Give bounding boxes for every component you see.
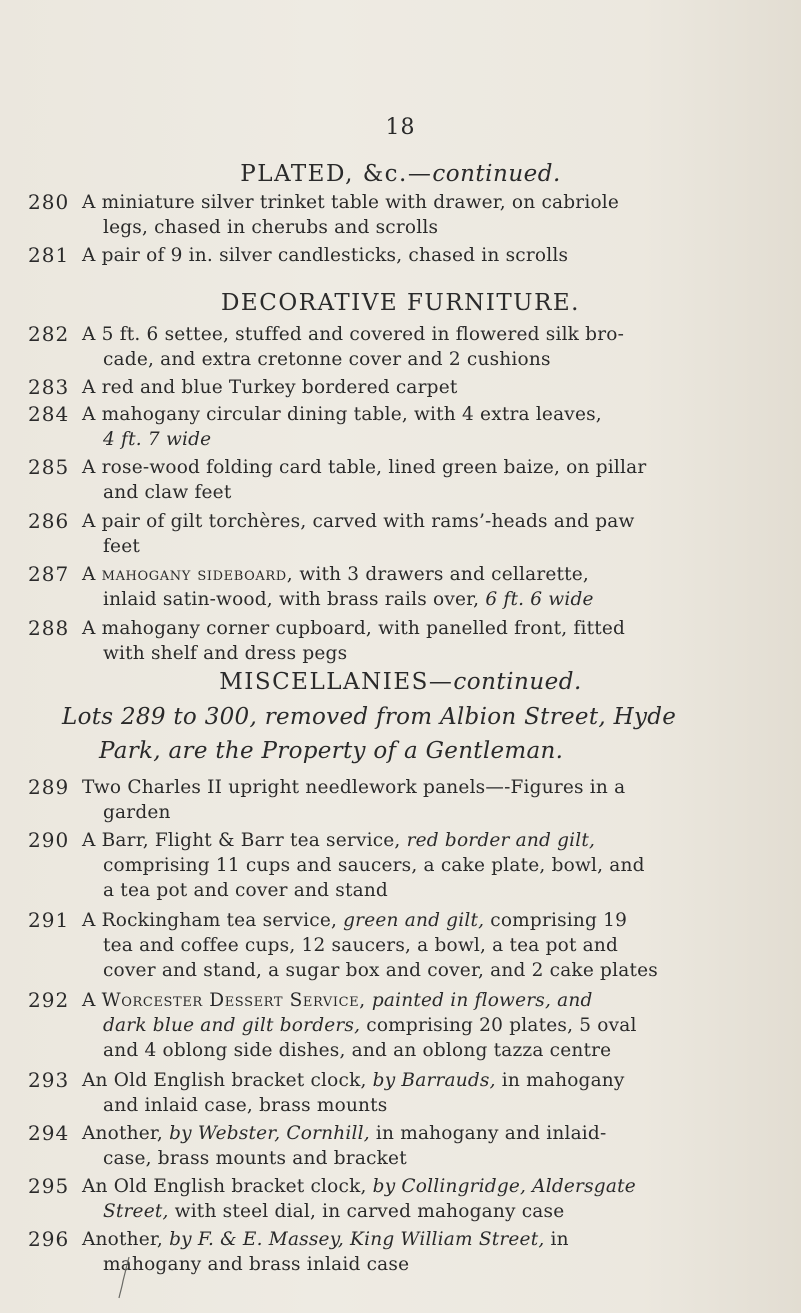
- lot-description-cont: and 4 oblong side dishes, and an oblong tazza centre: [103, 1040, 612, 1061]
- lot-description-cont: tea and coffee cups, 12 saucers, a bowl, a tea pot and: [103, 935, 619, 956]
- section-heading-furniture: DECORATIVE FURNITURE.: [220, 290, 580, 316]
- lot-number: 295: [28, 1174, 70, 1198]
- lot-description-cont: 4 ft. 7 wide: [103, 429, 212, 450]
- heading-plated-main: PLATED, &c.—: [240, 161, 433, 187]
- lot-294: [0, 1121, 801, 1171]
- lot-description: A Rockingham tea service, green and gilt, comprising 19: [82, 910, 628, 931]
- lot-number: 296: [28, 1227, 70, 1251]
- section-heading-misc: [0, 668, 801, 696]
- lot-number: 282: [28, 322, 70, 346]
- lot-description: A Barr, Flight & Barr tea service, red border and gilt,: [82, 830, 596, 851]
- lot-description-cont: with shelf and dress pegs: [103, 643, 348, 664]
- provenance-note: [62, 700, 762, 768]
- lot-description-cont: cade, and extra cretonne cover and 2 cushions: [103, 349, 551, 370]
- lot-number: 290: [28, 828, 70, 852]
- lot-number: 289: [28, 775, 70, 799]
- lot-description-cont: and claw feet: [103, 482, 232, 503]
- lot-286: [0, 509, 801, 559]
- lot-description: An Old English bracket clock, by Collingridge, Aldersgate: [82, 1176, 636, 1197]
- lot-description: A pair of gilt torchères, carved with rams’-heads and paw: [82, 511, 635, 532]
- pencil-mark: [117, 1255, 137, 1300]
- lot-description: A miniature silver trinket table with drawer, on cabriole: [82, 192, 620, 213]
- lot-number: 286: [28, 509, 70, 533]
- lot-description-cont: case, brass mounts and bracket: [103, 1148, 407, 1169]
- lot-description-cont: cover and stand, a sugar box and cover, and 2 cake plates: [103, 960, 658, 981]
- lot-description: Another, by Webster, Cornhill, in mahogany and inlaid-: [82, 1123, 607, 1144]
- lot-293: [0, 1068, 801, 1118]
- lot-287: [0, 562, 801, 612]
- lot-description: Two Charles II upright needlework panels—-Figures in a: [82, 777, 626, 798]
- provenance-note-line2: Park, are the Property of a Gentleman.: [99, 738, 564, 764]
- lot-number: 281: [28, 243, 70, 267]
- lot-280: [0, 190, 801, 240]
- lot-description-cont: Street, with steel dial, in carved mahogany case: [103, 1201, 565, 1222]
- lot-number: 294: [28, 1121, 70, 1145]
- lot-description: A 5 ft. 6 settee, stuffed and covered in flowered silk bro-: [82, 324, 625, 345]
- lot-number: 285: [28, 455, 70, 479]
- lot-description-cont: a tea pot and cover and stand: [103, 880, 388, 901]
- lot-description: An Old English bracket clock, by Barrauds, in mahogany: [82, 1070, 625, 1091]
- lot-description: Another, by F. & E. Massey, King William Street, in: [82, 1229, 569, 1250]
- lot-281: [0, 243, 801, 268]
- lot-description-cont: legs, chased in cherubs and scrolls: [103, 217, 439, 238]
- lot-description-cont: garden: [103, 802, 171, 823]
- lot-number: 287: [28, 562, 70, 586]
- lot-284: [0, 402, 801, 452]
- lot-288: [0, 616, 801, 666]
- section-heading-plated: [0, 160, 801, 188]
- lot-291: [0, 908, 801, 983]
- lot-285: [0, 455, 801, 505]
- lot-description: A Worcester Dessert Service, painted in flowers, and: [82, 990, 593, 1011]
- lot-number: 293: [28, 1068, 70, 1092]
- heading-misc-cont: continued.: [453, 669, 582, 695]
- lot-description: A rose-wood folding card table, lined green baize, on pillar: [82, 457, 647, 478]
- lot-description-cont: and inlaid case, brass mounts: [103, 1095, 388, 1116]
- lot-description: A red and blue Turkey bordered carpet: [82, 377, 458, 398]
- lot-290: [0, 828, 801, 903]
- lot-description: A mahogany sideboard, with 3 drawers and cellarette,: [82, 564, 590, 585]
- lot-number: 288: [28, 616, 70, 640]
- heading-misc-main: MISCELLANIES—: [219, 669, 454, 695]
- page-number: 18: [385, 115, 416, 140]
- lot-number: 280: [28, 190, 70, 214]
- lot-292: [0, 988, 801, 1063]
- lot-description-cont: feet: [103, 536, 140, 557]
- lot-289: [0, 775, 801, 825]
- lot-295: [0, 1174, 801, 1224]
- lot-description: A mahogany corner cupboard, with panelled front, fitted: [82, 618, 626, 639]
- heading-plated-cont: continued.: [432, 161, 561, 187]
- lot-description-cont: inlaid satin-wood, with brass rails over, 6 ft. 6 wide: [103, 589, 594, 610]
- lot-description-cont: comprising 11 cups and saucers, a cake plate, bowl, and: [103, 855, 645, 876]
- lot-number: 292: [28, 988, 70, 1012]
- lot-number: 283: [28, 375, 70, 399]
- lot-number: 284: [28, 402, 70, 426]
- lot-description-cont: mahogany and brass inlaid case: [103, 1254, 410, 1275]
- lot-282: [0, 322, 801, 372]
- provenance-note-line1: Lots 289 to 300, removed from Albion Street, Hyde: [62, 704, 677, 730]
- lot-description: A pair of 9 in. silver candlesticks, chased in scrolls: [82, 245, 569, 266]
- lot-description-cont: dark blue and gilt borders, comprising 20 plates, 5 oval: [103, 1015, 637, 1036]
- lot-description: A mahogany circular dining table, with 4 extra leaves,: [82, 404, 602, 425]
- lot-283: [0, 375, 801, 400]
- lot-number: 291: [28, 908, 70, 932]
